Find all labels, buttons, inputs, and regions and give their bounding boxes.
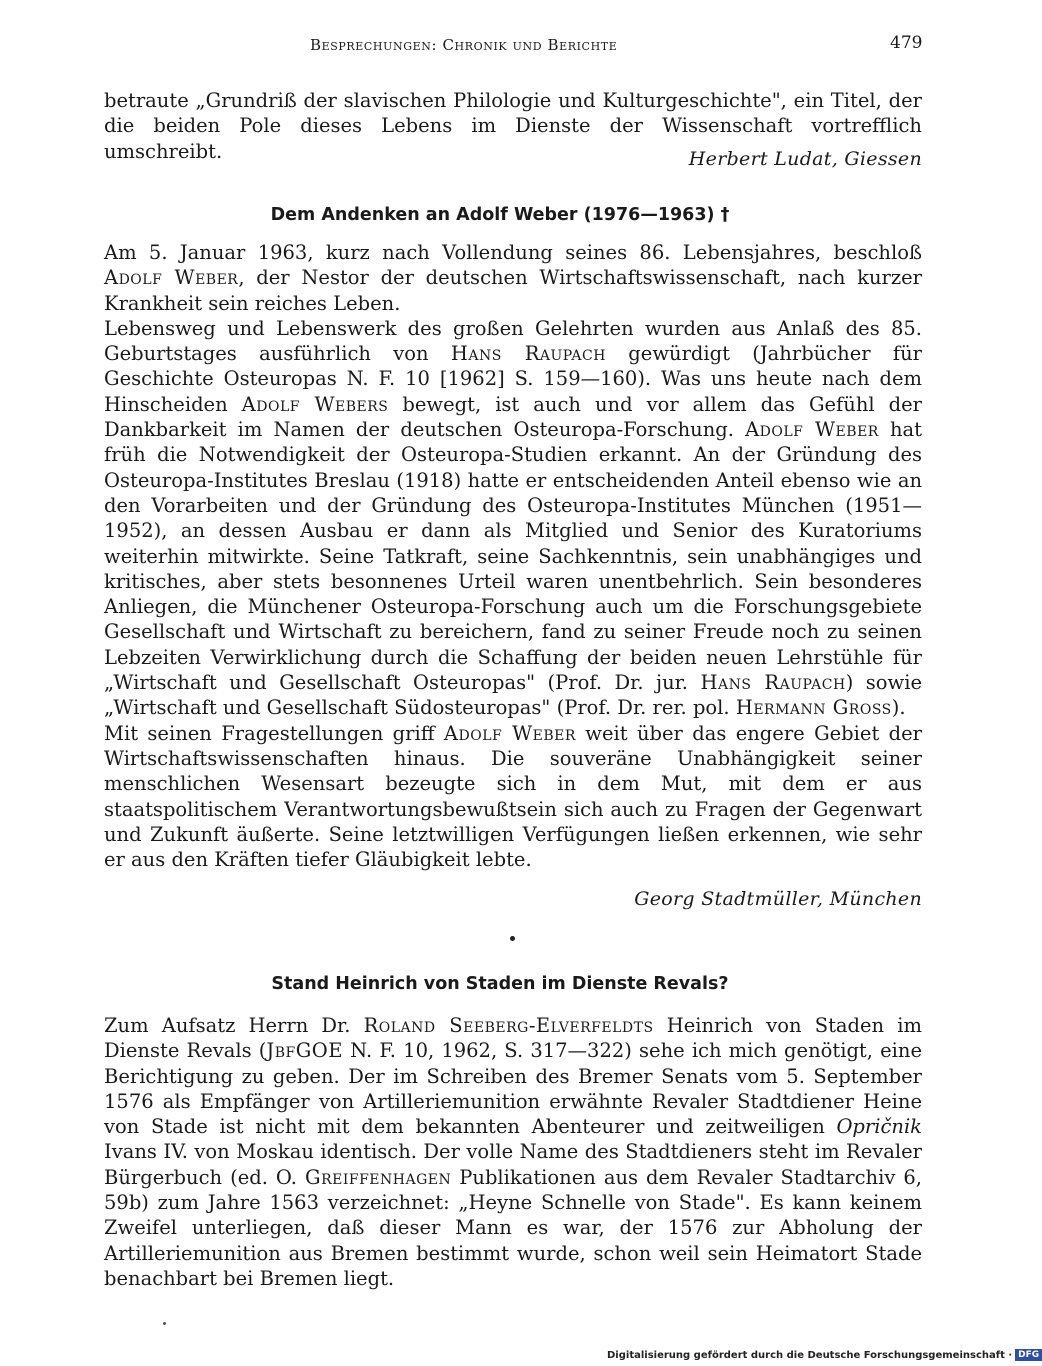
italic-term: Opričnik	[836, 1115, 922, 1139]
article-body	[104, 240, 922, 872]
journal-abbreviation: JbfGOE	[266, 1039, 343, 1063]
article-heading: Dem Andenken an Adolf Weber (1976—1963) †	[270, 205, 730, 225]
person-name: Hermann Gross	[735, 696, 892, 720]
author-signature: Herbert Ludat, Giessen	[688, 148, 922, 170]
person-name: Adolf Weber	[104, 266, 239, 290]
digitization-footer	[607, 1349, 1042, 1361]
paragraph: Am 5. Januar 1963, kurz nach Vollendung seines 86. Lebensjahres, beschloß Adolf Weber, der Nestor der deutschen Wirtschaftswissenschaft, nach kurzer Krankheit sein reiches Leben.	[104, 241, 922, 315]
dfg-logo: DFG	[1015, 1349, 1042, 1361]
paragraph: Zum Aufsatz Herrn Dr. Roland Seeberg-Elverfeldts Heinrich von Staden im Dienste Revals (JbfGOE N. F. 10, 1962, S. 317—322) sehe ich mich genötigt, eine Berichtigung zu geben. Der im Schreiben des Bremer Senats vom 5. September 1576 als Empfänger von Artilleriemunition erwähnte Revaler Stadtdiener Heine von Stade ist nicht mit dem bekannten Abenteurer und zeitweiligen Opričnik Ivans IV. von Moskau identisch. Der volle Name des Stadtdieners steht im Revaler Bürgerbuch (ed. O. Greiffenhagen Publikationen aus dem Revaler Stadtarchiv 6, 59b) zum Jahre 1563 verzeichnet: „Heyne Schnelle von Stade". Es kann keinem Zweifel unterliegen, daß dieser Mann es war, der 1576 zur Abholung der Artilleriemunition aus Bremen bestimmt wurde, schon weil sein Heimatort Stade benachbart bei Bremen liegt.	[104, 1014, 922, 1290]
person-name: Adolf Weber	[443, 721, 576, 745]
article-heading: Stand Heinrich von Staden im Dienste Revals?	[271, 974, 729, 994]
person-name: Hans Raupach	[700, 671, 846, 695]
paragraph: Mit seinen Fragestellungen griff Adolf Weber weit über das engere Gebiet der Wirtschaftswissenschaften hinaus. Die souveräne Unabhängigkeit seiner menschlichen Wesensart bezeugte sich in dem Mut, mit dem er aus staatspolitischem Verantwortungsbewußtsein sich auch zu Fragen der Gegenwart und Zukunft äußerte. Seine letztwilligen Verfügungen ließen erkennen, wie sehr er aus den Kräften tiefer Gläubigkeit lebte.	[104, 721, 922, 872]
person-name: Adolf Webers	[241, 392, 389, 416]
person-name: Roland Seeberg-Elverfeldts	[363, 1014, 654, 1037]
footer-text: Digitalisierung gefördert durch die Deutsche Forschungsgemeinschaft ·	[607, 1350, 1013, 1361]
running-head: Besprechungen: Chronik und Berichte	[310, 36, 618, 54]
person-name: Hans Raupach	[450, 342, 606, 366]
page-header	[0, 33, 1000, 61]
person-name: Adolf Weber	[745, 418, 879, 442]
paragraph: Lebensweg und Lebenswerk des großen Gelehrten wurden aus Anlaß des 85. Geburtstages ausführlich von Hans Raupach gewürdigt (Jahrbücher für Geschichte Osteuropas N. F. 10 [1962] S. 159—160). Was uns heute nach dem Hinscheiden Adolf Webers bewegt, ist auch und vor allem das Gefühl der Dankbarkeit im Namen der deutschen Osteuropa-Forschung. Adolf Weber hat früh die Notwendigkeit der Osteuropa-Studien erkannt. An der Gründung des Osteuropa-Institutes Breslau (1918) hatte er entscheidenden Anteil ebenso wie an den Vorarbeiten und der Gründung des Osteuropa-Institutes München (1951—1952), an dessen Ausbau er dann als Mitglied und Senior des Kuratoriums weiterhin mitwirkte. Seine Tatkraft, seine Sachkenntnis, sein unabhängiges und kritisches, aber stets besonnenes Urteil waren unentbehrlich. Sein besonderes Anliegen, die Münchener Osteuropa-Forschung auch um die Forschungsgebiete Gesellschaft und Wirtschaft zu bereichern, fand zu seiner Freude noch zu seinen Lebzeiten Verwirklichung durch die Schaffung der beiden neuen Lehrstühle für „Wirtschaft und Gesellschaft Osteuropas" (Prof. Dr. jur. Hans Raupach) sowie „Wirtschaft und Gesellschaft Südosteuropas" (Prof. Dr. rer. pol. Hermann Gross).	[104, 316, 923, 720]
scan-speck	[163, 1322, 166, 1325]
section-separator	[510, 936, 515, 941]
author-signature: Georg Stadtmüller, München	[634, 888, 922, 910]
page-number: 479	[890, 33, 923, 53]
paragraph: betraute „Grundriß der slavischen Philologie und Kulturgeschichte", ein Titel, der die beiden Pole dieses Lebens im Dienste der Wissenschaft vortrefflich umschreibt.	[104, 89, 922, 163]
article-body	[104, 1013, 922, 1291]
person-name: Greiffenhagen	[305, 1165, 452, 1189]
